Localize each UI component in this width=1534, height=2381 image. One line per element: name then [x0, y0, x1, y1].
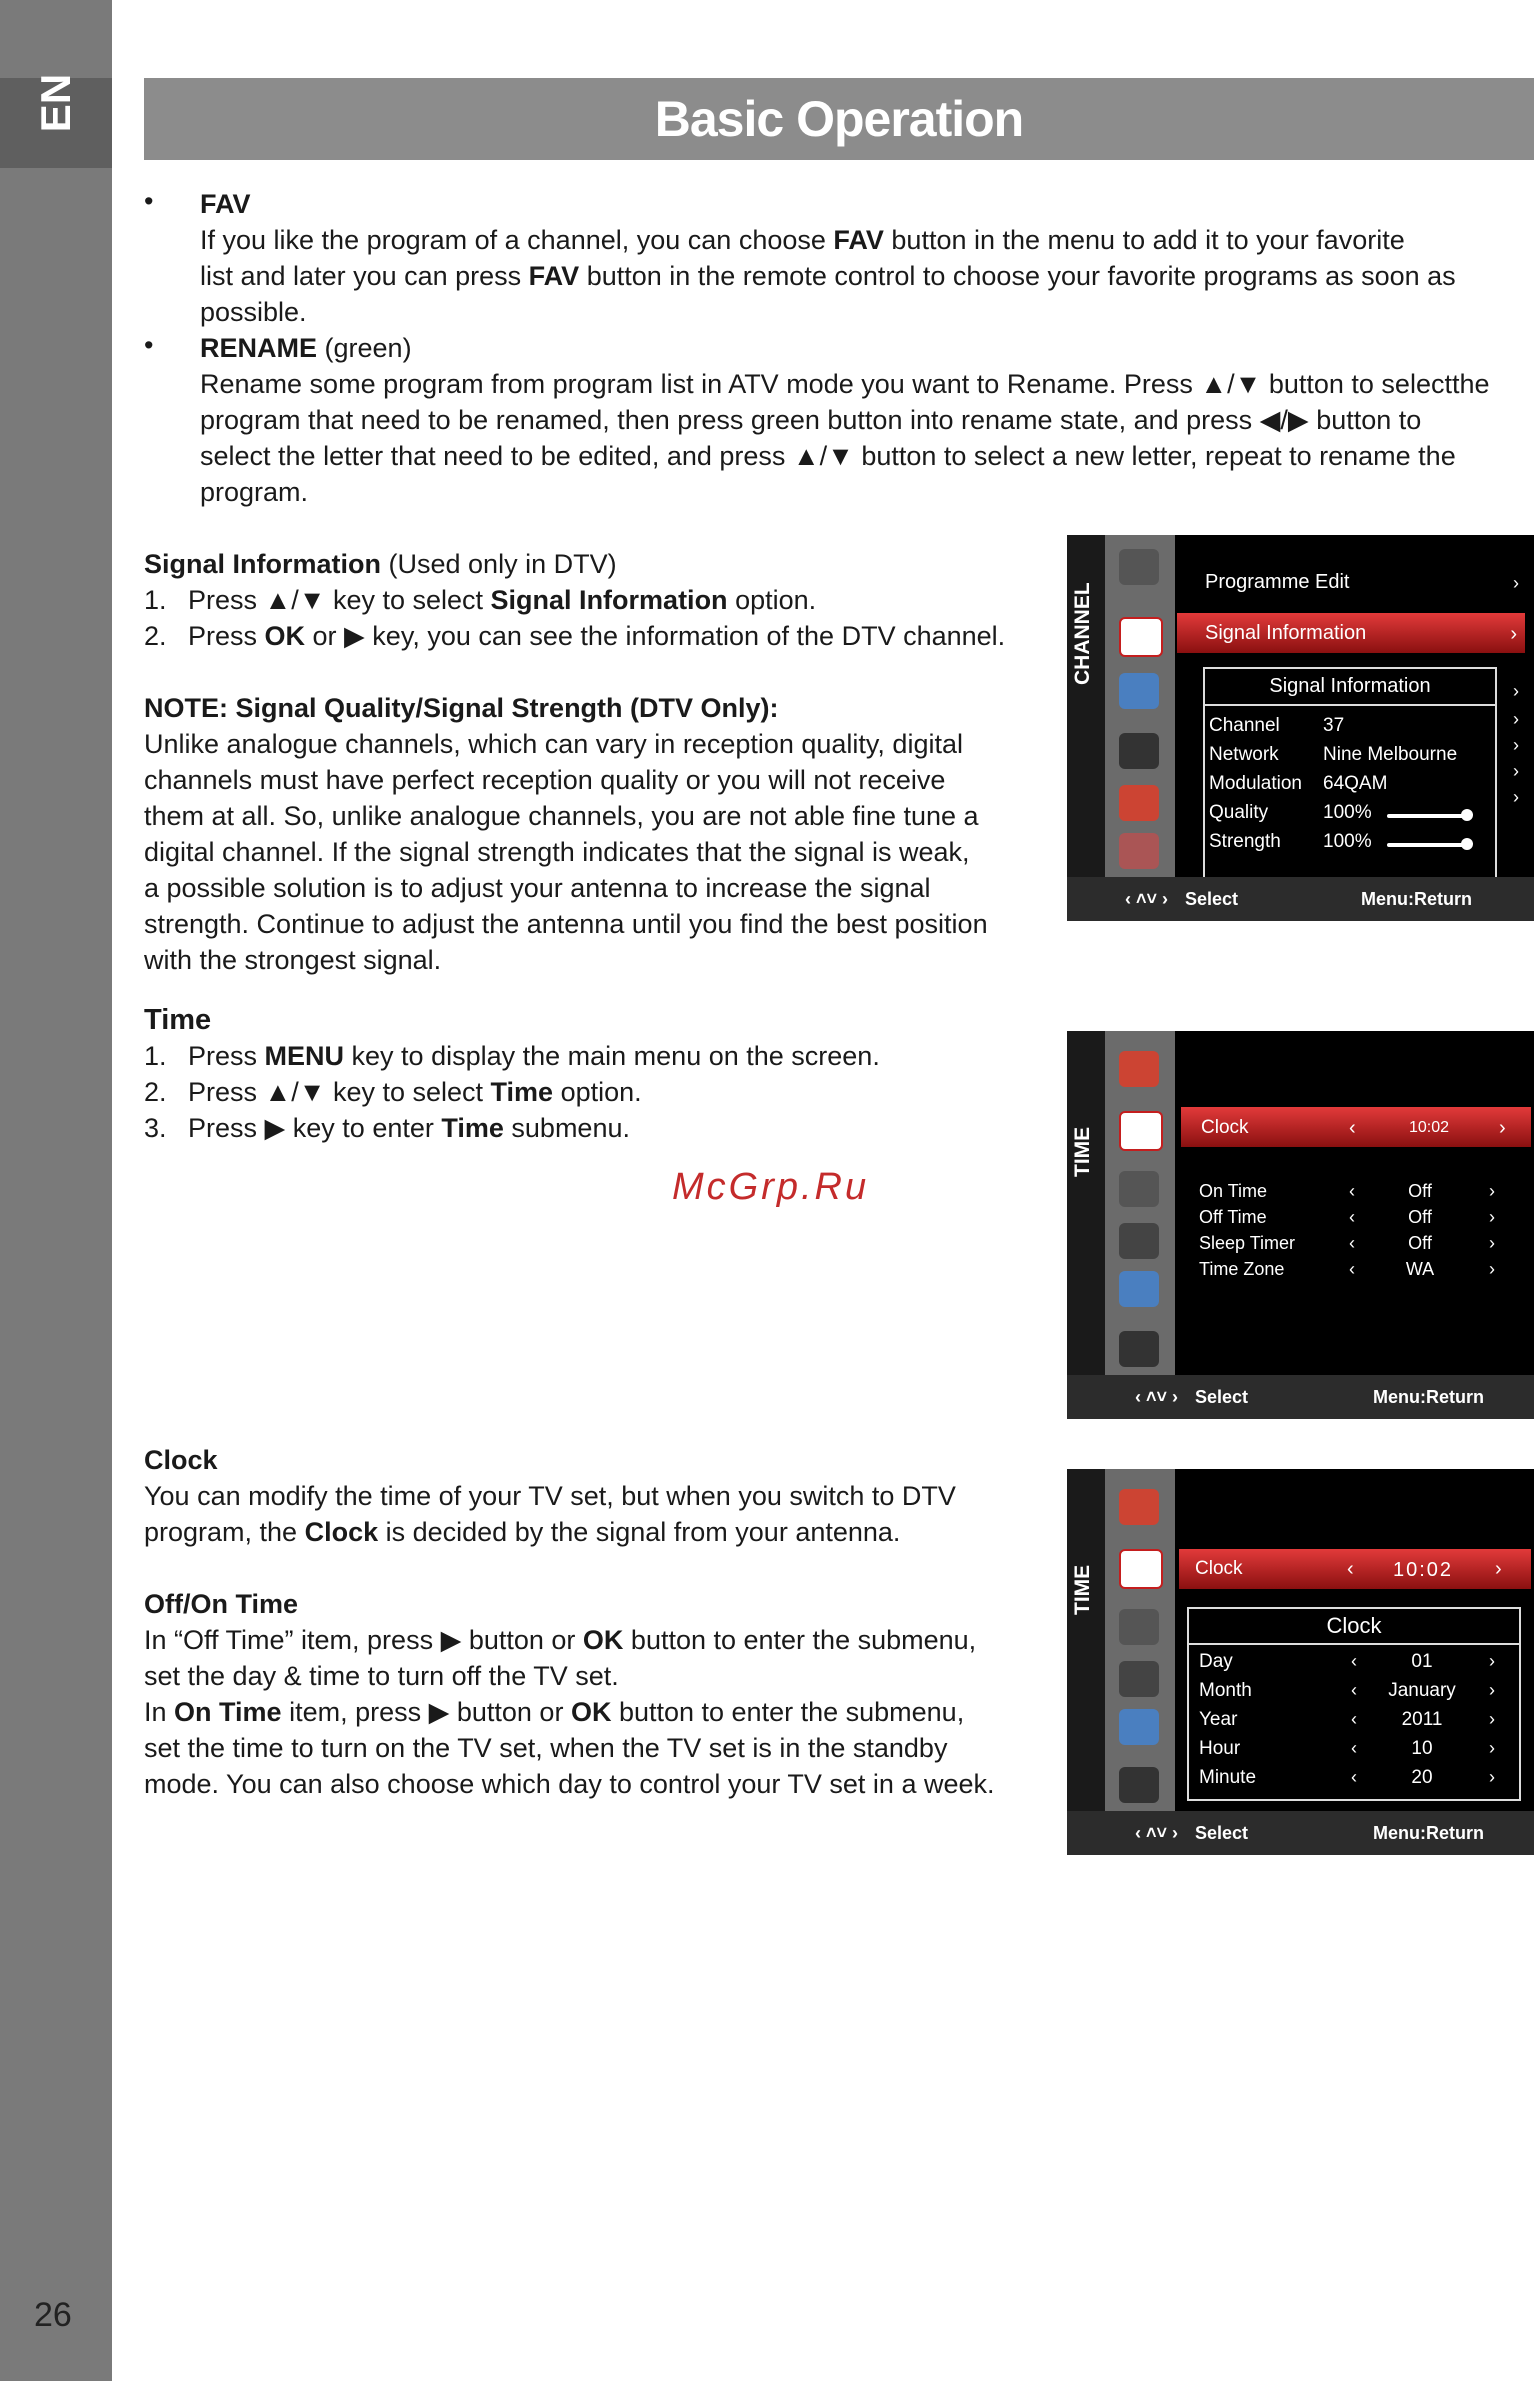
setting-value: WA [1405, 1259, 1435, 1279]
chevron-left-icon[interactable]: ‹ [1351, 1767, 1357, 1787]
menu-footer [1067, 1375, 1534, 1419]
setting-value: 01 [1411, 1651, 1433, 1672]
setting-label[interactable]: Day [1199, 1651, 1233, 1672]
offon-line-5: mode. You can also choose which day to control your TV set in a week. [144, 1769, 995, 1799]
note-line-5: a possible solution is to adjust your antenna to increase the signal [144, 873, 931, 903]
menu-category-label: CHANNEL [1071, 582, 1094, 685]
note-line-2: channels must have perfect reception quality or you will not receive [144, 765, 946, 795]
chevron-right-icon[interactable]: › [1489, 1233, 1495, 1253]
setting-value: 37 [1323, 715, 1345, 736]
title-banner [144, 78, 1534, 160]
signal-info-title: Signal Information [1205, 669, 1495, 706]
chevron-right-icon[interactable]: › [1489, 1259, 1495, 1279]
chevron-right-icon[interactable]: › [1489, 1767, 1495, 1787]
note-heading: NOTE: Signal Quality/Signal Strength (DTV Only): [144, 693, 779, 723]
signal-info-box [1203, 667, 1497, 907]
clock-line-1: You can modify the time of your TV set, but when you switch to DTV [144, 1481, 956, 1511]
clock-icon[interactable] [1119, 1549, 1163, 1589]
nav-arrows-icon: ‹ ˄˅ › [1125, 889, 1169, 909]
rename-section [200, 330, 1530, 510]
nav-arrows-icon: ‹ ˄˅ › [1135, 1387, 1179, 1407]
setting-label[interactable]: On Time [1199, 1181, 1268, 1201]
rename-line-2: program that need to be renamed, then press green button into rename state, and press ◀/▶ button to [200, 405, 1422, 435]
language-label: EN [32, 73, 79, 133]
time-step-1: 1. Press MENU key to display the main menu on the screen. [144, 1041, 880, 1071]
fav-line-1: If you like the program of a channel, you can choose FAV button in the menu to add it to your favorite [200, 225, 1405, 255]
chevron-right-icon[interactable]: › [1489, 1680, 1495, 1700]
chevron-right-icon: › [1499, 1117, 1506, 1139]
signal-step-1: 1. Press ▲/▼ key to select Signal Information option. [144, 585, 817, 615]
chevron-right-icon[interactable]: › [1489, 1709, 1495, 1729]
page-number: 26 [34, 2296, 72, 2334]
settings-icon[interactable] [1119, 1489, 1159, 1525]
bullet: • [144, 186, 154, 216]
magnifier-icon[interactable] [1119, 1223, 1159, 1259]
clock-icon[interactable] [1119, 785, 1159, 821]
magnifier-icon[interactable] [1119, 617, 1163, 657]
chevron-left-icon[interactable]: ‹ [1349, 1259, 1355, 1279]
speaker-icon[interactable] [1119, 1331, 1159, 1367]
footer-select: Select [1195, 1387, 1249, 1407]
setting-value: 20 [1411, 1767, 1433, 1788]
rename-heading: RENAME (green) [200, 333, 412, 363]
menu-footer [1067, 1811, 1534, 1855]
chevron-right-icon: › [1513, 681, 1519, 701]
setting-value: January [1388, 1680, 1456, 1701]
time-heading: Time [144, 1004, 212, 1036]
chevron-left-icon[interactable]: ‹ [1351, 1709, 1357, 1729]
menu-item-signal-information[interactable]: Signal Information › [1177, 613, 1525, 653]
fav-section [200, 186, 1530, 330]
setting-value: 64QAM [1323, 773, 1388, 794]
chevron-right-icon: › [1513, 761, 1519, 781]
chevron-right-icon[interactable]: › [1489, 1207, 1495, 1227]
menu-category-label: TIME [1071, 1564, 1094, 1615]
setting-label[interactable]: Modulation [1209, 773, 1302, 794]
sidebar [0, 0, 112, 2381]
chevron-right-icon: › [1495, 1558, 1502, 1580]
footer-return: Menu:Return [1361, 889, 1472, 909]
menu-item-programme-edit[interactable]: Programme Edit [1205, 571, 1350, 593]
menu-icon-column [1105, 1031, 1175, 1375]
offon-heading: Off/On Time [144, 1589, 299, 1619]
footer-select: Select [1195, 1823, 1249, 1843]
menu-side-strip [1067, 1469, 1105, 1811]
setting-label[interactable]: Minute [1199, 1767, 1257, 1788]
settings-icon[interactable] [1119, 1051, 1159, 1087]
fav-line-3: possible. [200, 297, 307, 327]
signal-heading: Signal Information (Used only in DTV) [144, 549, 617, 579]
clock-heading: Clock [144, 1445, 218, 1475]
bullet: • [144, 330, 154, 360]
chevron-left-icon[interactable]: ‹ [1349, 1207, 1355, 1227]
setting-label[interactable]: Network [1209, 744, 1279, 765]
note-line-1: Unlike analogue channels, which can vary in reception quality, digital [144, 729, 963, 759]
tools-icon[interactable] [1119, 549, 1159, 585]
chevron-left-icon: ‹ [1349, 1117, 1356, 1139]
menu-item-clock[interactable]: Clock ‹ 10:02 › [1181, 1107, 1531, 1147]
chevron-right-icon[interactable]: › [1489, 1651, 1495, 1671]
chevron-right-icon: › [1513, 735, 1519, 755]
clock-icon[interactable] [1119, 1111, 1163, 1151]
signal-section [144, 546, 1044, 978]
offon-line-3: In On Time item, press ▶ button or OK button to enter the submenu, [144, 1697, 965, 1727]
setting-value: 100% [1323, 802, 1372, 823]
setting-value: 100% [1323, 831, 1372, 852]
setting-label[interactable]: Sleep Timer [1199, 1233, 1296, 1253]
rename-line-1: Rename some program from program list in ATV mode you want to Rename. Press ▲/▼ button to selectthe [200, 369, 1490, 399]
chevron-left-icon[interactable]: ‹ [1351, 1680, 1357, 1700]
time-step-3: 3. Press ▶ key to enter Time submenu. [144, 1113, 630, 1143]
speaker-icon[interactable] [1119, 1767, 1159, 1803]
clock-submenu-box [1187, 1607, 1521, 1801]
clock-menu-screen [1067, 1469, 1534, 1855]
offon-line-2: set the day & time to turn off the TV set. [144, 1661, 619, 1691]
chevron-left-icon[interactable]: ‹ [1349, 1233, 1355, 1253]
chevron-left-icon[interactable]: ‹ [1351, 1651, 1357, 1671]
menu-icon-column [1105, 1469, 1175, 1811]
chevron-right-icon: › [1510, 623, 1517, 645]
monitor-icon[interactable] [1119, 1271, 1159, 1307]
rename-line-4: program. [200, 477, 309, 507]
clock-section [144, 1442, 1044, 1802]
footer-return: Menu:Return [1373, 1387, 1484, 1407]
footer-return: Menu:Return [1373, 1823, 1484, 1843]
speaker-icon[interactable] [1119, 733, 1159, 769]
menu-side-strip [1067, 1031, 1105, 1375]
note-line-7: with the strongest signal. [144, 945, 442, 975]
chevron-right-icon[interactable]: › [1489, 1181, 1495, 1201]
setting-value: Off [1408, 1207, 1432, 1227]
clock-submenu-title: Clock [1189, 1609, 1519, 1645]
offon-line-4: set the time to turn on the TV set, when the TV set is in the standby [144, 1733, 948, 1763]
strength-level-bar [1387, 843, 1467, 847]
tools-icon[interactable] [1119, 1171, 1159, 1207]
fav-line-2: list and later you can press FAV button in the remote control to choose your favorite programs as soon as [200, 261, 1456, 291]
note-line-4: digital channel. If the signal strength indicates that the signal is weak, [144, 837, 970, 867]
watermark: McGrp.Ru [672, 1166, 870, 1208]
fav-heading: FAV [200, 189, 251, 219]
chevron-right-icon: › [1513, 709, 1519, 729]
setting-label[interactable]: Quality [1209, 802, 1269, 823]
setting-value: 2011 [1401, 1709, 1443, 1730]
monitor-icon[interactable] [1119, 673, 1159, 709]
menu-category-label: TIME [1071, 1126, 1094, 1177]
note-line-6: strength. Continue to adjust the antenna until you find the best position [144, 909, 988, 939]
clock-line-2: program, the Clock is decided by the signal from your antenna. [144, 1517, 901, 1547]
menu-side-strip [1067, 535, 1105, 877]
chevron-right-icon: › [1513, 573, 1519, 593]
time-menu-screen [1067, 1031, 1534, 1419]
setting-label[interactable]: Time Zone [1199, 1259, 1285, 1279]
menu-footer [1067, 877, 1534, 921]
setting-label[interactable]: Hour [1199, 1738, 1241, 1759]
time-step-2: 2. Press ▲/▼ key to select Time option. [144, 1077, 642, 1107]
nav-arrows-icon: ‹ ˄˅ › [1135, 1823, 1179, 1843]
setting-value: Off [1408, 1181, 1432, 1201]
chevron-right-icon: › [1513, 787, 1519, 807]
footer-select: Select [1185, 889, 1239, 909]
setting-label[interactable]: Strength [1209, 831, 1281, 852]
setting-label[interactable]: Year [1199, 1709, 1238, 1730]
signal-step-2: 2. Press OK or ▶ key, you can see the information of the DTV channel. [144, 621, 1006, 651]
chevron-left-icon: ‹ [1347, 1558, 1354, 1580]
tools-icon[interactable] [1119, 1609, 1159, 1645]
chevron-right-icon[interactable]: › [1489, 1738, 1495, 1758]
setting-label[interactable]: Off Time [1199, 1207, 1267, 1227]
offon-line-1: In “Off Time” item, press ▶ button or OK button to enter the submenu, [144, 1625, 977, 1655]
menu-icon-column [1105, 535, 1175, 877]
settings-icon[interactable] [1119, 833, 1159, 869]
menu-item-clock[interactable]: Clock ‹ 10:02 › [1179, 1549, 1531, 1589]
setting-value: Nine Melbourne [1323, 744, 1458, 765]
quality-level-bar [1387, 814, 1467, 818]
setting-label[interactable]: Month [1199, 1680, 1252, 1701]
rename-line-3: select the letter that need to be edited, and press ▲/▼ button to select a new letter, repeat to rename the [200, 441, 1456, 471]
setting-label[interactable]: Channel [1209, 715, 1280, 736]
note-line-3: them at all. So, unlike analogue channels, you are not able fine tune a [144, 801, 979, 831]
magnifier-icon[interactable] [1119, 1661, 1159, 1697]
setting-value: 10 [1411, 1738, 1433, 1759]
time-section [144, 1002, 1044, 1146]
channel-menu-screen [1067, 535, 1534, 921]
chevron-left-icon[interactable]: ‹ [1349, 1181, 1355, 1201]
chevron-left-icon[interactable]: ‹ [1351, 1738, 1357, 1758]
page-title: Basic Operation [654, 91, 1024, 147]
setting-value: Off [1408, 1233, 1432, 1253]
monitor-icon[interactable] [1119, 1709, 1159, 1745]
